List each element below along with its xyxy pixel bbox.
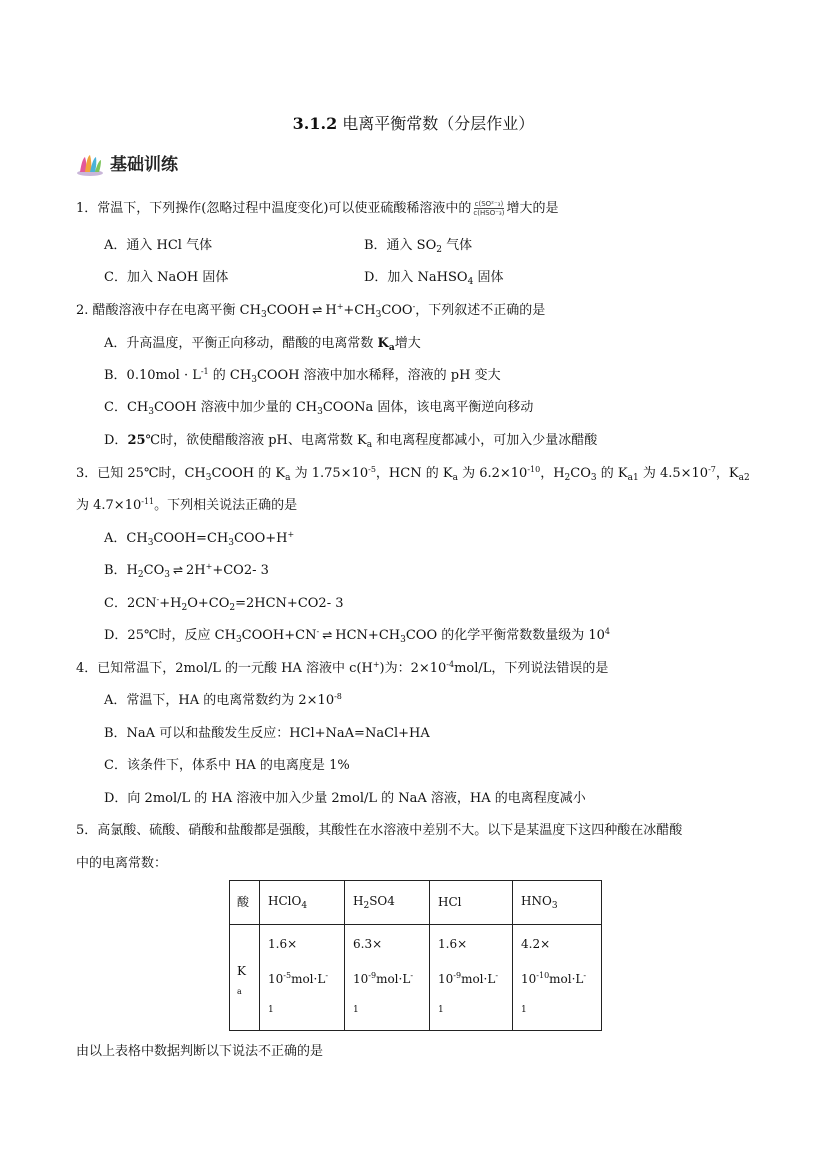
q1-option-d: D．加入 NaHSO$_4$ 固体 bbox=[364, 270, 504, 287]
q5-stem-line1: 5．高氯酸、硫酸、硝酸和盐酸都是强酸，其酸性在水溶液中差别不大。以下是某温度下这四种酸在冰醋酸 bbox=[76, 823, 683, 838]
table-cell: 1.6× $10^{-5}mol\cdot L^-$ 1 bbox=[260, 925, 345, 1031]
title-text: 电离平衡常数（分层作业） bbox=[337, 114, 535, 133]
table-header-cell: HCl bbox=[430, 881, 513, 925]
q1-frac-den: c(HSO⁻₃) bbox=[473, 209, 505, 217]
q1-option-b: B．通入 $SO_2$ 气体 bbox=[364, 238, 473, 255]
q1-stem-tail: 增大的是 bbox=[506, 201, 559, 216]
table-header-cell: HClO$_4$ bbox=[260, 881, 345, 925]
q2-option-c: C．$CH_3COOH$ 溶液中加少量的 $CH_3COONa$ 固体，该电离平衡逆向移动 bbox=[104, 400, 534, 417]
ionization-constant-table bbox=[229, 880, 602, 1031]
q1-stem-text: 1．常温下，下列操作(忽略过程中温度变化)可以使亚硫酸稀溶液中的 bbox=[76, 201, 472, 216]
table-cell: 4.2× $10^{-10}mol\cdot L^-$ 1 bbox=[513, 925, 602, 1031]
q3-stem-line2: 为 $4.7\times 10^{-11}$。下列相关说法正确的是 bbox=[76, 497, 298, 513]
q3-option-a: A．$CH_3COOH=CH_3COO+H^+$ bbox=[104, 530, 295, 548]
title-number: 3.1.2 bbox=[292, 114, 338, 133]
q3-option-d: D．25℃时，反应 $CH_3COOH+CN^-$ ⇌ $HCN+CH_3COO$ 的化学平衡常数数量级为 $10^4$ bbox=[104, 627, 611, 645]
q1-stem bbox=[76, 200, 558, 218]
q2-option-b: B．$0.10mol \cdot L^{-1}$ 的 $CH_3COOH$ 溶液中加水稀释，溶液的 pH 变大 bbox=[104, 367, 501, 385]
q1-option-a: A．通入 HCl 气体 bbox=[104, 238, 213, 253]
q3-option-b: B．$H_2CO_3$ ⇌ 2H++CO2- 3 bbox=[104, 562, 269, 580]
books-icon bbox=[76, 153, 104, 177]
q2-option-d: D．25℃时，欲使醋酸溶液 pH、电离常数 $K_a$ 和电离程度都减小，可加入少量冰醋酸 bbox=[104, 433, 598, 450]
table-cell: 1.6× $10^{-9}mol\cdot L^-$ 1 bbox=[430, 925, 513, 1031]
q1-option-c: C．加入 NaOH 固体 bbox=[104, 270, 229, 285]
equilibrium-arrow-icon: ⇌ bbox=[172, 563, 184, 577]
q4-option-c: C．该条件下，体系中 HA 的电离度是 1% bbox=[104, 758, 350, 773]
q4-stem: 4．已知常温下，2mol/L 的一元酸 HA 溶液中 c(H+)为：$2\times 10^{-4}mol/L$，下列说法错误的是 bbox=[76, 660, 609, 676]
q2-option-a: A．升高温度，平衡正向移动，醋酸的电离常数 $K_a$增大 bbox=[104, 336, 421, 353]
table-row-label: K a bbox=[230, 925, 260, 1031]
q1-frac-num: c(SO²⁻₃) bbox=[474, 200, 504, 208]
table-cell: 6.3× $10^{-9}mol\cdot L^-$ 1 bbox=[345, 925, 430, 1031]
table-row bbox=[230, 925, 602, 1031]
equilibrium-arrow-icon: ⇌ bbox=[322, 628, 333, 642]
q4-option-d: D．向 2mol/L 的 HA 溶液中加入少量 2mol/L 的 NaA 溶液，HA 的电离程度减小 bbox=[104, 791, 586, 806]
page-title bbox=[0, 113, 827, 135]
table-header-row bbox=[230, 881, 602, 925]
q5-stem-line2: 中的电离常数： bbox=[76, 856, 168, 871]
q5-tail: 由以上表格中数据判断以下说法不正确的是 bbox=[76, 1044, 324, 1059]
q4-option-a: A．常温下，HA 的电离常数约为 $2\times 10^{-8}$ bbox=[104, 692, 342, 708]
table-header-label: 酸 bbox=[230, 881, 260, 925]
q1-fraction bbox=[472, 200, 505, 217]
table-header-cell: $HNO_3$ bbox=[513, 881, 602, 925]
q3-stem-line1: 3．已知 25℃时，$CH_3COOH$ 的 $K_a$ 为 $1.75\times 10^{-5}$，HCN 的 $K_a$ 为 $6.2\times 10^{-10}$，$H_2CO_3$ 的 $K_{a1}$ 为 $4.5\times 10^{-7}$，$K_{a2}$ bbox=[76, 465, 750, 483]
section-title: 基础训练 bbox=[110, 154, 178, 175]
q3-option-c: C．$2CN^-+H_2O+CO_2=2HCN+CO2-$ 3 bbox=[104, 595, 344, 613]
section-header bbox=[76, 152, 178, 178]
equilibrium-arrow-icon: ⇌ bbox=[312, 303, 323, 317]
q2-stem: 2. 醋酸溶液中存在电离平衡 $CH_3COOH$ ⇌ $H^++CH_3COO^-$，下列叙述不正确的是 bbox=[76, 302, 546, 320]
table-header-cell: $H_2SO4$ bbox=[345, 881, 430, 925]
q4-option-b: B．NaA 可以和盐酸发生反应：HCl+NaA=NaCl+HA bbox=[104, 726, 430, 741]
